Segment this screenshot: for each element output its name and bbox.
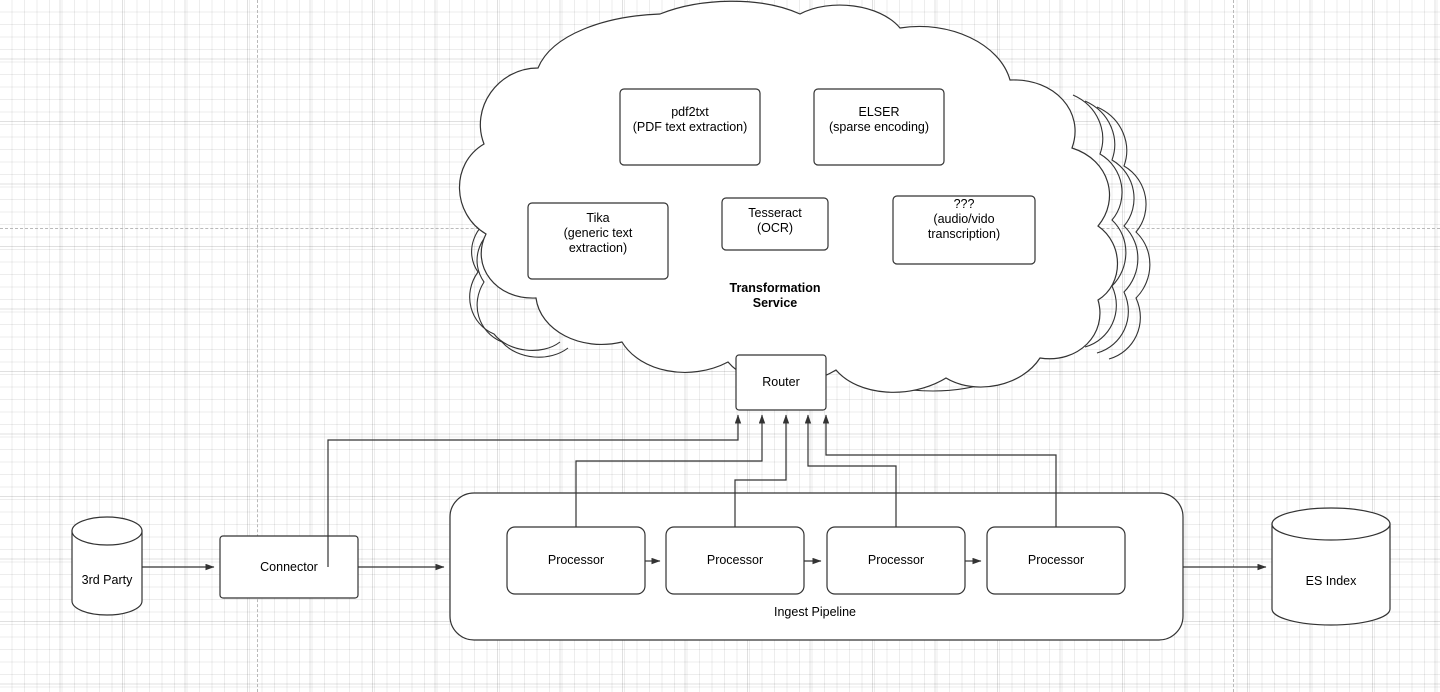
processor-node-4[interactable]: [987, 527, 1125, 594]
third-party-label: 3rd Party: [81, 573, 133, 587]
ingest-pipeline-label: Ingest Pipeline: [773, 605, 856, 619]
processor-label-3: Processor: [867, 553, 925, 567]
service-node-pdf2txt[interactable]: [620, 89, 760, 165]
es-index-node[interactable]: [1272, 508, 1390, 625]
service-node-tesseract[interactable]: [722, 198, 828, 250]
service-label-pdf2txt: pdf2txt (PDF text extraction): [632, 105, 748, 134]
service-label-tika: Tika (generic text extraction): [563, 211, 633, 255]
processor-label-2: Processor: [706, 553, 764, 567]
service-label-elser: ELSER (sparse encoding): [828, 105, 930, 134]
service-label-unknown: ??? (audio/vido transcription): [927, 197, 1001, 241]
service-node-unknown[interactable]: [893, 196, 1035, 264]
connector-node[interactable]: [220, 536, 358, 598]
processor-node-1[interactable]: [507, 527, 645, 594]
router-label: Router: [762, 375, 800, 389]
cloud-label-transformation-service: Transformation Service: [729, 281, 821, 310]
third-party-node[interactable]: [72, 517, 142, 615]
connector-label: Connector: [260, 560, 318, 574]
processor-label-1: Processor: [547, 553, 605, 567]
service-label-tesseract: Tesseract (OCR): [748, 206, 802, 235]
service-node-tika[interactable]: [528, 203, 668, 279]
es-index-label: ES Index: [1305, 574, 1357, 588]
service-node-elser[interactable]: [814, 89, 944, 165]
processor-label-4: Processor: [1027, 553, 1085, 567]
processor-node-3[interactable]: [827, 527, 965, 594]
router-node[interactable]: [736, 355, 826, 410]
processor-node-2[interactable]: [666, 527, 804, 594]
